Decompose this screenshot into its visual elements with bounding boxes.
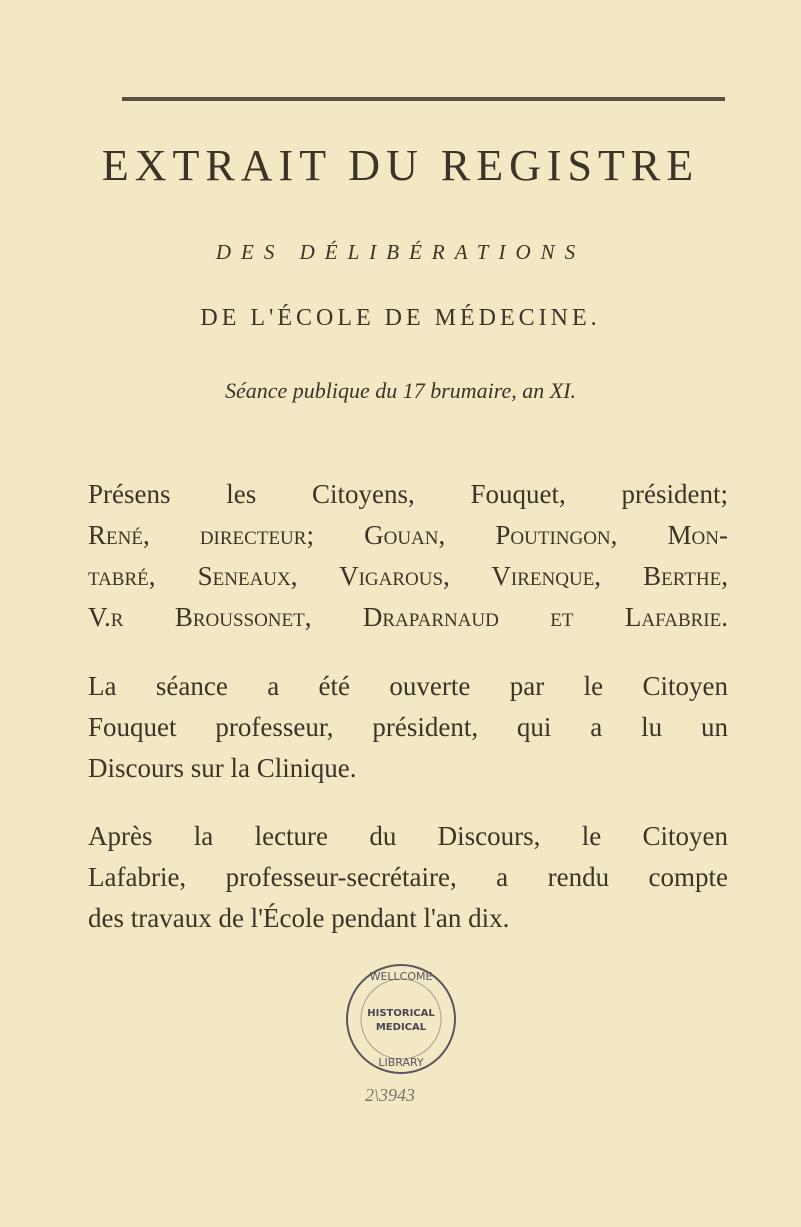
- text-line: Présens les Citoyens, Fouquet, président;: [88, 479, 728, 509]
- svg-text:HISTORICAL: HISTORICAL: [367, 1008, 435, 1019]
- session-heading: Séance publique du 17 brumaire, an XI.: [224, 378, 577, 403]
- document-title: EXTRAIT DU REGISTRE: [101, 141, 700, 190]
- svg-text:WELLCOME: WELLCOME: [369, 970, 433, 983]
- text-line: des travaux de l'École pendant l'an dix.: [88, 903, 510, 933]
- svg-text:LIBRARY: LIBRARY: [378, 1056, 424, 1069]
- library-stamp-icon: [342, 960, 460, 1078]
- institution-heading: DE L'ÉCOLE DE MÉDECINE.: [200, 305, 601, 331]
- opening-paragraph: [88, 666, 728, 789]
- attendees-paragraph: [88, 474, 728, 638]
- handwritten-mark: 2\3943: [365, 1085, 416, 1105]
- text-line: Discours sur la Clinique.: [88, 753, 357, 783]
- text-line: Après la lecture du Discours, le Citoyen: [88, 821, 728, 851]
- report-paragraph: [88, 816, 728, 939]
- top-rule: [122, 97, 725, 101]
- text-line: Lafabrie, professeur-secrétaire, a rendu compte: [88, 862, 728, 892]
- text-line: V.r Broussonet, Draparnaud et Lafabrie.: [88, 602, 728, 632]
- document-subtitle: DES DÉLIBÉRATIONS: [215, 240, 586, 264]
- text-line: La séance a été ouverte par le Citoyen: [88, 671, 728, 701]
- svg-text:MEDICAL: MEDICAL: [375, 1022, 427, 1033]
- text-line: René, directeur; Gouan, Poutingon, Mon-: [88, 520, 728, 550]
- text-line: tabré, Seneaux, Vigarous, Virenque, Berthe,: [88, 561, 728, 591]
- text-line: Fouquet professeur, président, qui a lu un: [88, 712, 728, 742]
